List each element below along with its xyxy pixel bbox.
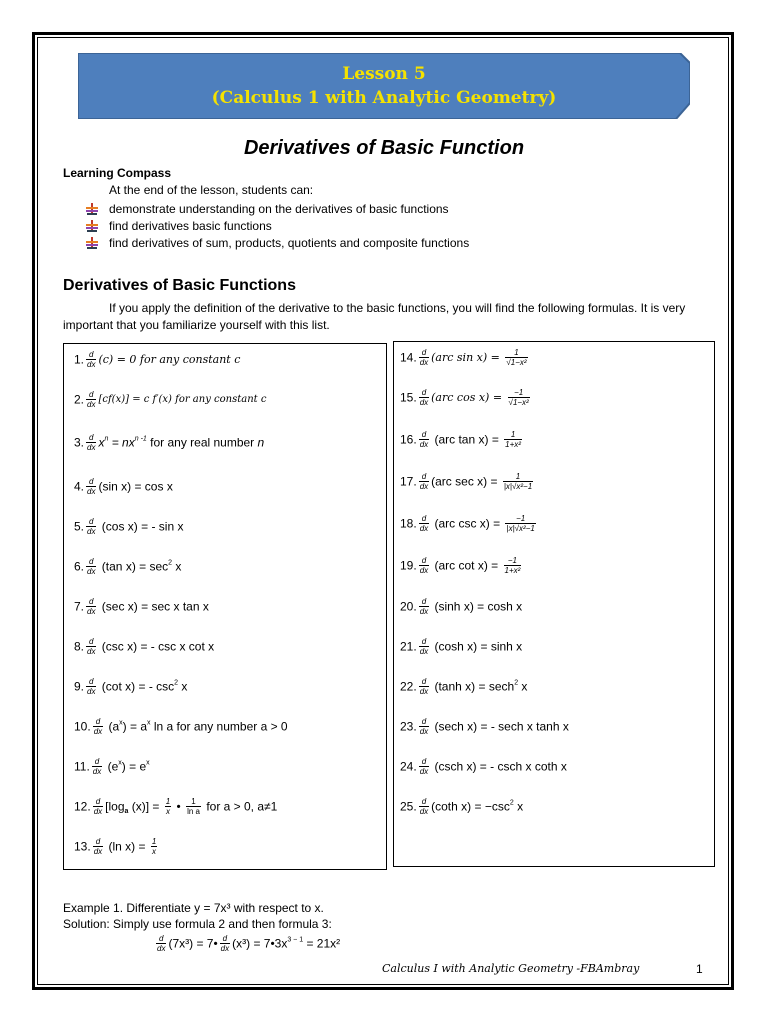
objective-text: find derivatives of sum, products, quotients and composite functions	[109, 235, 470, 250]
formula-13: 13. $\frac{d}{dx}$ (ln x) = $\frac{1}{x}$	[74, 837, 157, 856]
formula-8: 8. $\frac{d}{dx}$ (csc x) = - csc x cot x	[74, 637, 215, 656]
banner-line-2: (Calculus 1 with Analytic Geometry)	[211, 88, 557, 108]
objective-text: demonstrate understanding on the derivatives of basic functions	[109, 201, 449, 216]
formula-21: 21. $\frac{d}{dx}$ (cosh x) = sinh x	[400, 637, 523, 656]
formula-20: 20. $\frac{d}{dx}$ (sinh x) = cosh x	[400, 597, 523, 616]
arrow-bullet-icon	[86, 237, 98, 249]
example-formula: $\frac{d}{dx}$ (7x³) = 7• $\frac{d}{dx}$ $(x^3) = 7•3x^{3 - 1} = 21x^2$	[157, 934, 341, 953]
formula-box-right	[393, 341, 715, 867]
formula-3: 3. $\frac{d}{dx}$ $x^n = nx^{n -1}$ for any real number n	[74, 433, 265, 452]
arrow-bullet-icon	[86, 220, 98, 232]
page-title: Derivatives of Basic Function	[243, 137, 525, 159]
formula-15: 15. $\frac{d}{dx}$ (arc cos x) = $\frac{-1}{\text{√1−x²}}$	[400, 388, 529, 407]
formula-22: 22. $\frac{d}{dx}$ (tanh x) = sech$^2$ x	[400, 677, 528, 696]
paragraph-text: If you apply the definition of the derivative to the basic functions, you will find the following formulas. It is very important that you familiarize yourself with this list.	[63, 301, 686, 332]
formula-25: 25. $\frac{d}{dx}$ (coth $x) = -\csc^2$ x	[400, 797, 524, 816]
objective-text: find derivatives basic functions	[109, 218, 272, 233]
formula-7: 7. $\frac{d}{dx}$ (sec x) = sec x tan x	[74, 597, 209, 616]
formula-12: 12. $\frac{d}{dx}$ [$\log_a$ (x)] = $\frac{1}{x}$ • $\frac{1}{\text{ln a}}$ for a > 0, a≠1	[74, 797, 278, 816]
formula-14: 14. $\frac{d}{dx}$ (arc sin x) = $\frac{1}{\text{√1−x²}}$	[400, 348, 527, 367]
footer-text: Calculus I with Analytic Geometry -FBAmbray	[382, 962, 640, 975]
objective-list	[86, 200, 469, 251]
example-solution: Solution: Simply use formula 2 and then formula 3:	[63, 917, 332, 931]
example-question: Example 1. Differentiate y = 7x³ with respect to x.	[63, 901, 324, 915]
formula-11: 11. $\frac{d}{dx}$ $(e^x) = e^x$	[74, 757, 150, 776]
section-heading: Derivatives of Basic Functions	[63, 277, 296, 294]
section-paragraph	[63, 300, 723, 334]
lesson-banner	[78, 53, 690, 119]
arrow-bullet-icon	[86, 203, 98, 215]
formula-1: 1. $\frac{d}{dx}$ (c) = 0 for any constant c	[74, 350, 241, 369]
formula-17: 17. $\frac{d}{dx}$ (arc sec x) = $\frac{1}{\text{|x|√x²−1}}$	[400, 472, 533, 491]
learning-compass-intro: At the end of the lesson, students can:	[109, 183, 314, 197]
list-item	[86, 200, 469, 217]
formula-23: 23. $\frac{d}{dx}$ (sech x) = - sech x tanh x	[400, 717, 569, 736]
formula-10: 10. $\frac{d}{dx}$ $(a^x) = a^x$ ln a for any number a > 0	[74, 717, 288, 736]
formula-box-left	[63, 343, 387, 870]
list-item	[86, 217, 469, 234]
formula-5: 5. $\frac{d}{dx}$ (cos x) = - sin x	[74, 517, 184, 536]
list-item	[86, 234, 469, 251]
formula-18: 18. $\frac{d}{dx}$ (arc csc x) = $\frac{-1}{\text{|x|√x²−1}}$	[400, 514, 535, 533]
formula-4: 4. $\frac{d}{dx}$ (sin x) = cos x	[74, 477, 173, 496]
formula-24: 24. $\frac{d}{dx}$ (csch x) = - csch x coth x	[400, 757, 567, 776]
formula-6: 6. $\frac{d}{dx}$ (tan $x) = \sec^2 x$	[74, 557, 182, 576]
formula-16: 16. $\frac{d}{dx}$ (arc tan x) = $\frac{1}{\text{1+x²}}$	[400, 430, 521, 449]
banner-line-1: Lesson 5	[342, 64, 426, 84]
formula-19: 19. $\frac{d}{dx}$ (arc cot x) = $\frac{-1}{\text{1+x²}}$	[400, 556, 521, 575]
formula-9: 9. $\frac{d}{dx}$ (cot x) = - $\csc^2 x$	[74, 677, 188, 696]
formula-2: 2. $\frac{d}{dx}$ [cf(x)] = c f′(x) for any constant c	[74, 390, 267, 409]
page-number: 1	[696, 962, 703, 976]
learning-compass-heading: Learning Compass	[63, 166, 172, 180]
example-block	[63, 900, 332, 932]
